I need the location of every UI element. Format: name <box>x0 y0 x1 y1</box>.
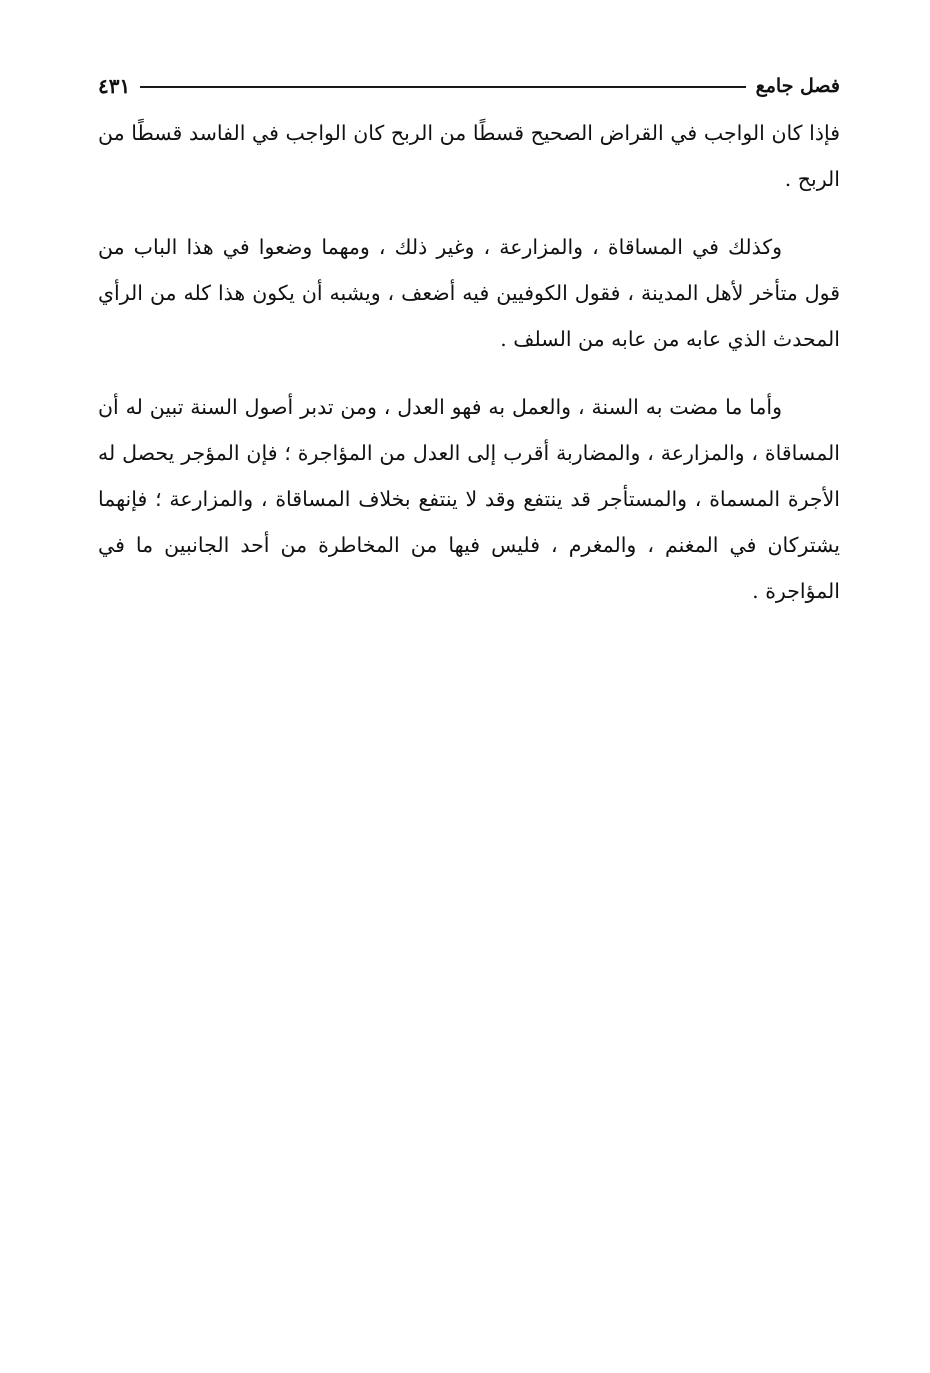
chapter-title: فصل جامع <box>755 75 840 97</box>
paragraph-1: فإذا كان الواجب في القراض الصحيح قسطًا من الربح كان الواجب في الفاسد قسطًا من الربح . <box>98 121 840 191</box>
page-number: ٤٣١ <box>98 74 131 98</box>
header-rule <box>140 86 745 88</box>
paragraph-2: وكذلك في المساقاة ، والمزارعة ، وغير ذلك ، ومهما وضعوا في هذا الباب من قول متأخر لأهل المدينة ، فقول الكوفيين فيه أضعف ، ويشبه أن يكون هذا كله من الرأي المحدث الذي عابه من عابه من السلف . <box>98 235 840 351</box>
running-header <box>98 70 840 102</box>
body-text <box>98 110 840 636</box>
paragraph-3: وأما ما مضت به السنة ، والعمل به فهو العدل ، ومن تدبر أصول السنة تبين له أن المساقاة ، والمزارعة ، والمضاربة أقرب إلى العدل من المؤاجرة ؛ فإن المؤجر يحصل له الأجرة المسماة ، والمستأجر قد ينتفع وقد لا ينتفع بخلاف المساقاة ، والمزارعة ؛ فإنهما يشتركان في المغنم ، والمغرم ، فليس فيها من المخاطرة من أحد الجانبين ما في المؤاجرة . <box>98 395 840 603</box>
